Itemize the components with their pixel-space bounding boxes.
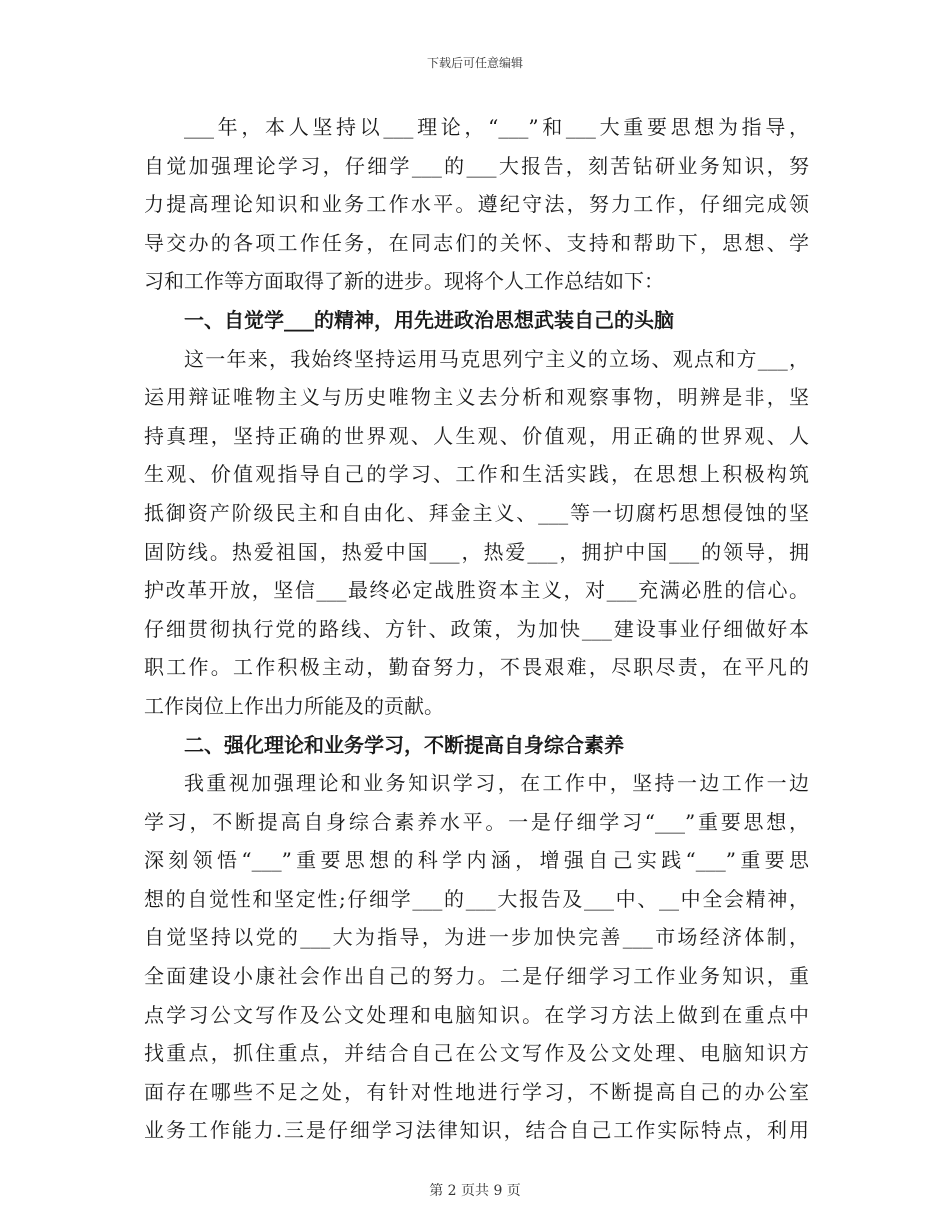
body-text-line: 持真理，坚持正确的世界观、人生观、价值观，用正确的世界观、人 (144, 423, 809, 448)
document-body (144, 108, 809, 1150)
page-header: 下载后可任意编辑 (426, 56, 523, 70)
body-text-line: 职工作。工作积极主动，勤奋努力，不畏艰难，尽职尽责，在平凡的 (144, 655, 809, 680)
body-text-line: 导交办的各项工作任务，在同志们的关怀、支持和帮助下，思想、学 (144, 230, 809, 255)
body-text-line: 面存在哪些不足之处，有针对性地进行学习，不断提高自己的办公室 (144, 1079, 809, 1104)
body-text-line: 学习，不断提高自身综合素养水平。一是仔细学习“___”重要思想， (144, 809, 809, 834)
section-heading: 二、强化理论和业务学习，不断提高自身综合素养 (184, 732, 624, 757)
body-text-line: 我重视加强理论和业务知识学习，在工作中，坚持一边工作一边 (184, 771, 809, 796)
body-text-line: 护改革开放，坚信___最终必定战胜资本主义，对___充满必胜的信心。 (144, 578, 809, 603)
body-text-line: 抵御资产阶级民主和自由化、拜金主义、___等一切腐朽思想侵蚀的坚 (144, 500, 809, 525)
body-text-line: 深刻领悟“___”重要思想的科学内涵，增强自己实践“___”重要思 (144, 848, 809, 873)
body-text-line: 这一年来，我始终坚持运用马克思列宁主义的立场、观点和方___， (184, 346, 809, 371)
body-text-line: 生观、价值观指导自己的学习、工作和生活实践，在思想上积极构筑 (144, 462, 809, 487)
body-text-line: 仔细贯彻执行党的路线、方针、政策，为加快___建设事业仔细做好本 (144, 616, 809, 641)
body-text-line: 习和工作等方面取得了新的进步。现将个人工作总结如下： (144, 269, 664, 294)
body-text-line: 点学习公文写作及公文处理和电脑知识。在学习方法上做到在重点中 (144, 1002, 809, 1027)
body-text-line: 找重点，抓住重点，并结合自己在公文写作及公文处理、电脑知识方 (144, 1041, 809, 1066)
body-text-line: 固防线。热爱祖国，热爱中国___，热爱___，拥护中国___的领导，拥 (144, 539, 809, 564)
body-text-line: 全面建设小康社会作出自己的努力。二是仔细学习工作业务知识，重 (144, 964, 809, 989)
body-text-line: ___年，本人坚持以___理论，“___”和___大重要思想为指导， (184, 115, 809, 139)
body-text-line: 力提高理论知识和业务工作水平。遵纪守法，努力工作，仔细完成领 (144, 192, 809, 217)
body-text-line: 工作岗位上作出力所能及的贡献。 (144, 693, 444, 718)
body-text-line: 自觉坚持以党的___大为指导，为进一步加快完善___市场经济体制， (144, 925, 809, 950)
body-text-line: 业务工作能力.三是仔细学习法律知识，结合自己工作实际特点，利用 (144, 1118, 809, 1143)
body-text-line: 自觉加强理论学习，仔细学___的___大报告，刻苦钻研业务知识，努 (144, 153, 809, 178)
page-footer: 第 2 页共 9 页 (429, 1183, 521, 1199)
body-text-line: 运用辩证唯物主义与历史唯物主义去分析和观察事物，明辨是非，坚 (144, 385, 809, 410)
body-text-line: 想的自觉性和坚定性;仔细学___的___大报告及___中、__中全会精神， (144, 886, 809, 911)
section-heading: 一、自觉学___的精神，用先进政治思想武装自己的头脑 (184, 307, 674, 332)
